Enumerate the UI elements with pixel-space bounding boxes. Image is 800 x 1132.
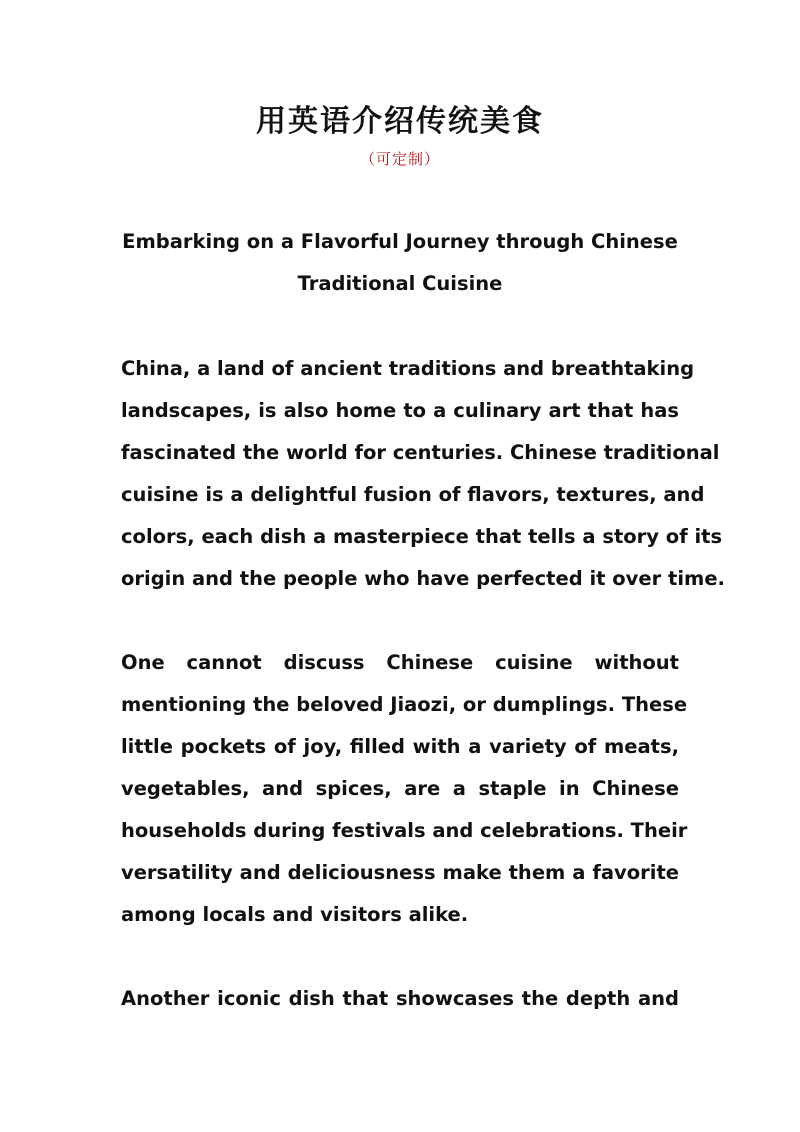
document-subtitle: （可定制） — [359, 150, 440, 168]
paragraph-line: colors, each dish a masterpiece that tells a story of its — [121, 525, 723, 548]
paragraph-line: cuisine is a delightful fusion of flavors, textures, and — [121, 483, 705, 506]
paragraph-line: China, a land of ancient traditions and breathtaking — [121, 357, 695, 380]
paragraph-line: vegetables, and spices, are a staple in Chinese — [121, 777, 679, 800]
paragraph-line: among locals and visitors alike. — [121, 903, 469, 926]
article-heading-line-1: Embarking on a Flavorful Journey through Chinese — [122, 230, 678, 253]
paragraph-line: mentioning the beloved Jiaozi, or dumplings. These — [121, 693, 688, 716]
paragraph-line: fascinated the world for centuries. Chinese traditional — [121, 441, 720, 464]
paragraph-line: landscapes, is also home to a culinary art that has — [121, 399, 679, 422]
document-title: 用英语介绍传统美食 — [256, 104, 544, 139]
paragraph-line: households during festivals and celebrations. Their — [121, 819, 688, 842]
paragraph-line: Another iconic dish that showcases the depth and — [121, 987, 679, 1010]
article-heading-line-2: Traditional Cuisine — [297, 272, 503, 295]
paragraph-line: One cannot discuss Chinese cuisine without — [121, 651, 679, 674]
paragraph-line: versatility and deliciousness make them a favorite — [121, 861, 679, 884]
paragraph-line: origin and the people who have perfected it over time. — [121, 567, 725, 590]
paragraph-line: little pockets of joy, filled with a variety of meats, — [121, 735, 679, 758]
